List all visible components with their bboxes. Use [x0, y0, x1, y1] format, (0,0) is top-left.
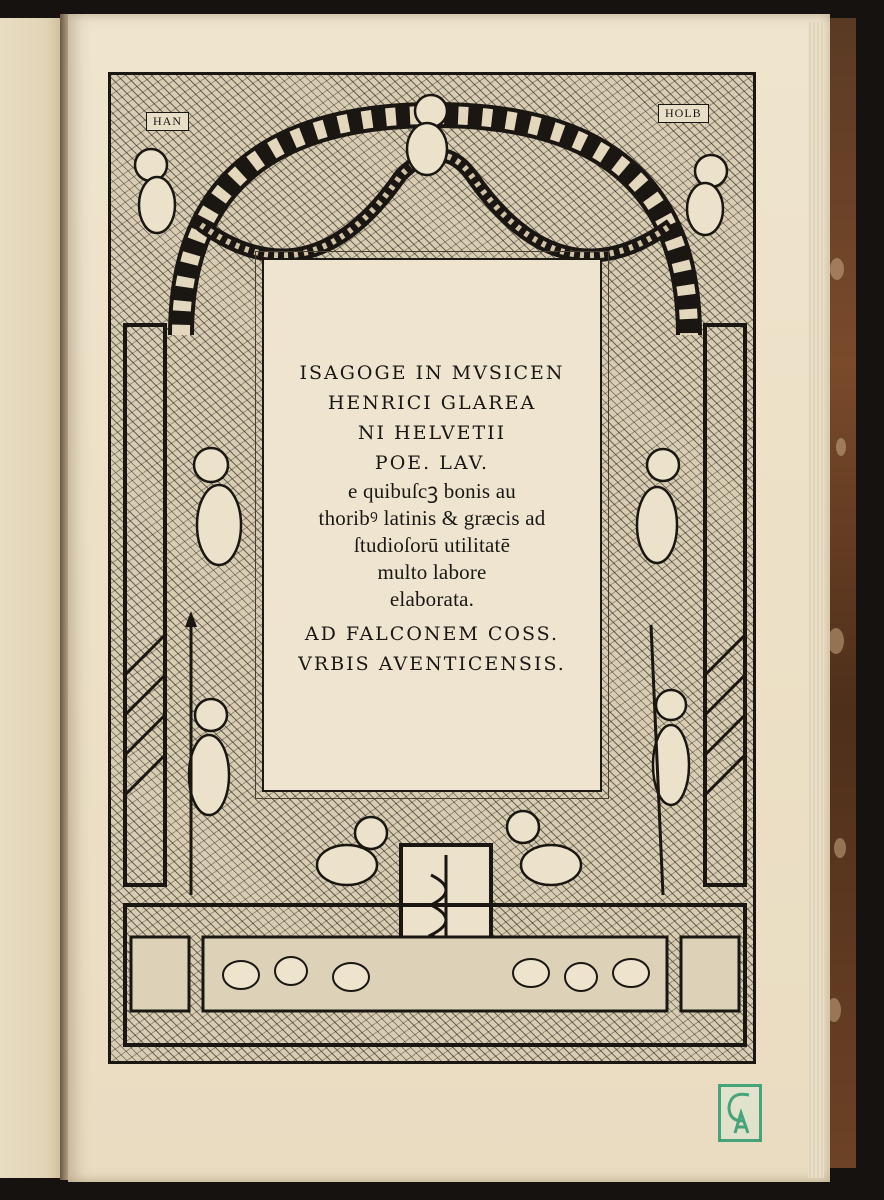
- title-line: NI HELVETII: [357, 422, 507, 444]
- title-line: ISAGOGE IN MVSICEN: [299, 362, 565, 384]
- title-line: ſtudioſorū utilitatē: [353, 533, 511, 557]
- title-line: multo labore: [377, 560, 487, 584]
- title-line: POE. LAV.: [374, 452, 490, 474]
- title-line: e quibuſcꝫ bonis au: [348, 479, 516, 503]
- left-page-edge: [0, 18, 66, 1178]
- page-edges: [808, 22, 824, 1178]
- dedication-line: AD FALCONEM COSS.: [304, 623, 560, 645]
- title-line: elaborata.: [389, 587, 475, 611]
- dedication-line: VRBIS AVENTICENSIS.: [298, 653, 566, 675]
- title-text-block: [264, 358, 600, 679]
- banner-left-han: HAN: [146, 112, 189, 131]
- title-line: thoribꝰ latinis & græcis ad: [318, 506, 546, 530]
- title-line: HENRICI GLAREA: [327, 392, 537, 414]
- title-tablet: [262, 258, 602, 792]
- library-monogram-stamp-icon: [718, 1084, 762, 1142]
- banner-right-holb: HOLB: [658, 104, 709, 123]
